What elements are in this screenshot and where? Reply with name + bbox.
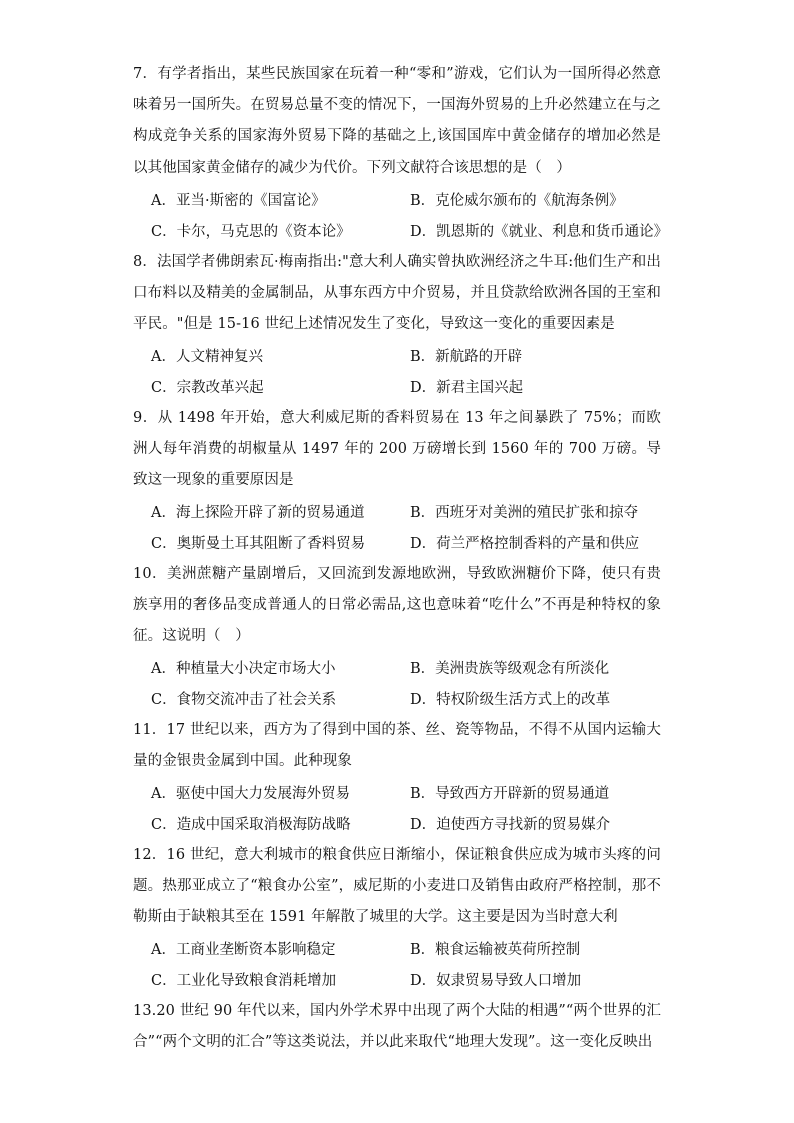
question-12-stem: 12．16 世纪，意大利城市的粮食供应日渐缩小，保证粮食供应成为城市头疼的问题。热那亚成立了“粮食办公室”，威尼斯的小麦进口及销售由政府严格控制，那不勒斯由于缺粮其至在 1591 年解散了城里的大学。这主要是因为当时意大利: [133, 847, 661, 926]
question-13-stem: 13.20 世纪 90 年代以来，国内外学术界中出现了两个大陆的相遇”“两个世界的汇合”“两个文明的汇合”等这类说法，并以此来取代“地理大发现”。这一变化反映出: [133, 1003, 661, 1051]
question-8-option-d[interactable]: D．新君主国兴起: [410, 380, 524, 396]
question-7-option-b[interactable]: B．克伦威尔颁布的《航海条例》: [410, 193, 624, 209]
question-11-option-c[interactable]: C．造成中国采取消极海防战略: [151, 817, 351, 833]
question-8-stem: 8．法国学者佛朗索瓦·梅南指出:"意大利人确实曾执欧洲经济之牛耳:他们生产和出口布料以及精美的金属制品，从事东西方中介贸易，并且贷款给欧洲各国的王室和平民。"但是 15-16 世纪上述情况发生了变化，导致这一变化的重要因素是: [133, 254, 661, 333]
question-12-option-b[interactable]: B．粮食运输被英荷所控制: [410, 942, 581, 958]
question-12-option-c[interactable]: C．工业化导致粮食消耗增加: [151, 973, 337, 989]
question-9-option-a[interactable]: A．海上探险开辟了新的贸易通道: [151, 505, 365, 521]
question-8-option-c[interactable]: C．宗教改革兴起: [151, 380, 264, 396]
question-9-option-d[interactable]: D．荷兰严格控制香料的产量和供应: [410, 536, 640, 552]
question-9-stem: 9．从 1498 年开始，意大利威尼斯的香料贸易在 13 年之间暴跌了 75%；而欧洲人每年消费的胡椒量从 1497 年的 200 万磅增长到 1560 年的 700 万磅。导致这一现象的重要原因是: [133, 410, 661, 489]
question-11-option-a[interactable]: A．驱使中国大力发展海外贸易: [151, 786, 350, 802]
question-7-option-d[interactable]: D．凯恩斯的《就业、利息和货币通论》: [410, 224, 669, 240]
question-7-stem: 7．有学者指出，某些民族国家在玩着一种“零和”游戏，它们认为一国所得必然意味着另一国所失。在贸易总量不变的情况下，一国海外贸易的上升必然建立在与之构成竞争关系的国家海外贸易下降的基础之上,该国国库中黄金储存的增加必然是以其他国家黄金储存的减少为代价。下列文献符合该思想的是（ ）: [133, 66, 661, 176]
question-8-option-b[interactable]: B．新航路的开辟: [410, 349, 523, 365]
question-10-option-b[interactable]: B．美洲贵族等级观念有所淡化: [410, 661, 610, 677]
question-8-option-a[interactable]: A．人文精神复兴: [151, 349, 263, 365]
question-10-stem: 10．美洲蔗糖产量剧增后，又回流到发源地欧洲，导致欧洲糖价下降，使只有贵族享用的奢侈品变成普通人的日常必需品,这也意味着“吃什么”不再是种特权的象征。这说明（ ）: [133, 566, 661, 645]
question-12-option-a[interactable]: A．工商业垄断资本影响稳定: [151, 942, 336, 958]
question-7-option-c[interactable]: C．卡尔，马克思的《资本论》: [151, 224, 351, 240]
question-10-option-d[interactable]: D．特权阶级生活方式上的改革: [410, 692, 611, 708]
question-11-option-b[interactable]: B．导致西方开辟新的贸易通道: [410, 786, 610, 802]
question-9-option-b[interactable]: B．西班牙对美洲的殖民扩张和掠夺: [410, 505, 639, 521]
question-10-option-c[interactable]: C．食物交流冲击了社会关系: [151, 692, 337, 708]
question-11-option-d[interactable]: D．迫使西方寻找新的贸易媒介: [410, 817, 611, 833]
question-7-option-a[interactable]: A．亚当·斯密的《国富论》: [151, 193, 326, 209]
question-9-option-c[interactable]: C．奥斯曼土耳其阻断了香料贸易: [151, 536, 366, 552]
question-11-stem: 11．17 世纪以来，西方为了得到中国的茶、丝、瓷等物品，不得不从国内运输大量的金银贵金属到中国。此种现象: [133, 722, 661, 770]
question-10-option-a[interactable]: A．种植量大小决定市场大小: [151, 661, 336, 677]
question-12-option-d[interactable]: D．奴隶贸易导致人口增加: [410, 973, 582, 989]
